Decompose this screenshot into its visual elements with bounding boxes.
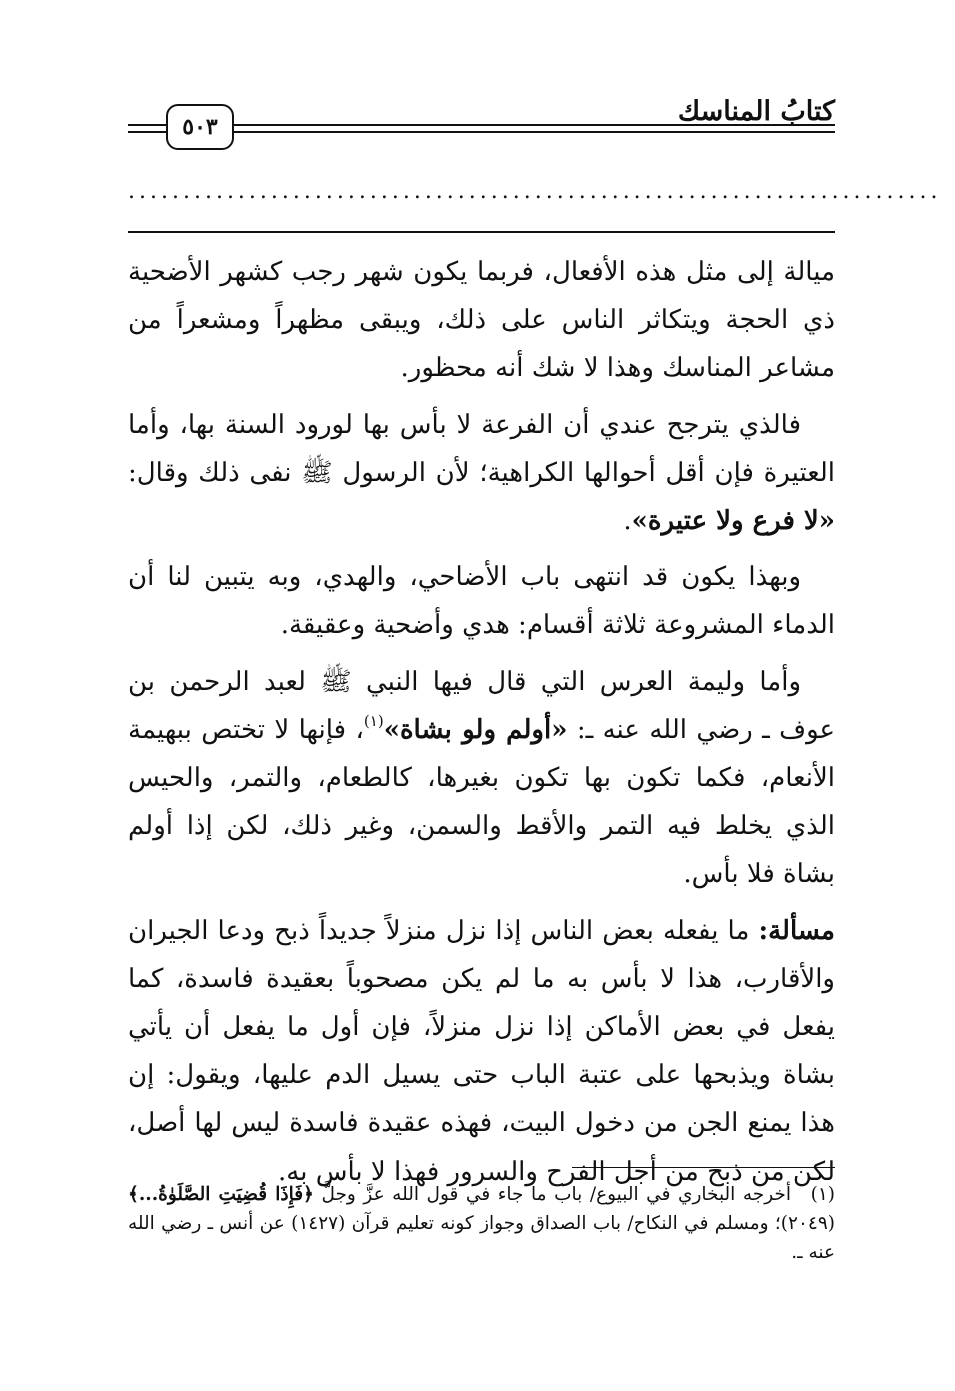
issue-label: مسألة: bbox=[758, 915, 835, 946]
paragraph-1-text: ميالة إلى مثل هذه الأفعال، فربما يكون شهر رجب كشهر الأضحية ذي الحجة ويتكاثر الناس على ذلك، ويبقى مظهراً ومشعراً من مشاعر المناسك وهذا لا شك أنه محظور. bbox=[128, 257, 835, 384]
footnote-rule bbox=[572, 1167, 835, 1168]
paragraph-4 bbox=[128, 658, 835, 899]
body-text bbox=[128, 248, 835, 1204]
paragraph-5-text: ما يفعله بعض الناس إذا نزل منزلاً جديداً ذبح ودعا الجيران والأقارب، هذا لا بأس به ما لم يكن مصحوباً بعقيدة فاسدة، كما يفعل في بعض الأماكن إذا نزل منزلاً، فإن أول ما يفعل أن يأتي بشاة ويذبحها على عتبة الباب حتى يسيل الدم عليها، ويقول: إن هذا يمنع الجن من دخول البيت، فهذه عقيدة فاسدة ليس لها أصل، لكن من ذبح من أجل الفرح والسرور فهذا لا بأس به. bbox=[128, 915, 835, 1187]
running-title: كتابُ المناسك bbox=[677, 96, 835, 127]
header-rule-left-bottom bbox=[128, 131, 166, 133]
footnote-verse: ﴿فَإِذَا قُضِيَتِ الصَّلَوٰةُ...﴾ bbox=[128, 1184, 314, 1205]
paragraph-5 bbox=[128, 907, 835, 1196]
header-rule-right-top bbox=[232, 124, 835, 126]
header-rule-right-bottom bbox=[232, 131, 835, 133]
paragraph-2 bbox=[128, 401, 835, 546]
dotted-separator: .......................................................................... bbox=[128, 179, 942, 204]
paragraph-4-text-a: وأما وليمة العرس التي قال فيها النبي ﷺ لعبد الرحمن بن عوف ـ رضي الله عنه ـ: bbox=[128, 666, 836, 745]
footnote-reference[interactable]: (١) bbox=[363, 711, 384, 730]
footnote-text-a: أخرجه البخاري في البيوع/ باب ما جاء في قول الله عزَّ وجلَّ bbox=[313, 1184, 791, 1205]
footnote-text-b: (٢٠٤٩)؛ ومسلم في النكاح/ باب الصداق وجواز كونه تعليم قرآن (١٤٢٧) عن أنس ـ رضي الله عنه ـ. bbox=[128, 1213, 835, 1263]
footnote-number: (١) bbox=[810, 1184, 835, 1205]
hadith-quote: «لا فرع ولا عتيرة» bbox=[631, 506, 835, 537]
paragraph-3-text: وبهذا يكون قد انتهى باب الأضاحي، والهدي، وبه يتبين لنا أن الدماء المشروعة ثلاثة أقسام: هدي وأضحية وعقيقة. bbox=[128, 562, 835, 641]
paragraph-2-text-a: فالذي يترجح عندي أن الفرعة لا بأس بها لورود السنة بها، وأما العتيرة فإن أقل أحوالها الكراهية؛ لأن الرسول ﷺ نفى ذلك وقال: bbox=[128, 409, 835, 488]
header-rule-left-top bbox=[128, 124, 166, 126]
body-top-rule bbox=[128, 231, 835, 233]
paragraph-2-text-b: . bbox=[623, 506, 632, 537]
hadith-quote: «أولم ولو بشاة» bbox=[383, 714, 568, 745]
paragraph-4-text-b: ، فإنها لا تختص ببهيمة الأنعام، فكما تكون بها تكون بغيرها، كالطعام، والتمر، والحيس الذي يخلط فيه التمر والأقط والسمن، وغير ذلك، لكن إذا أولم بشاة فلا بأس. bbox=[128, 714, 835, 890]
paragraph-1 bbox=[128, 248, 835, 393]
page-number: ٥٠٣ bbox=[166, 104, 234, 150]
footnote bbox=[128, 1180, 835, 1267]
paragraph-3 bbox=[128, 553, 835, 649]
